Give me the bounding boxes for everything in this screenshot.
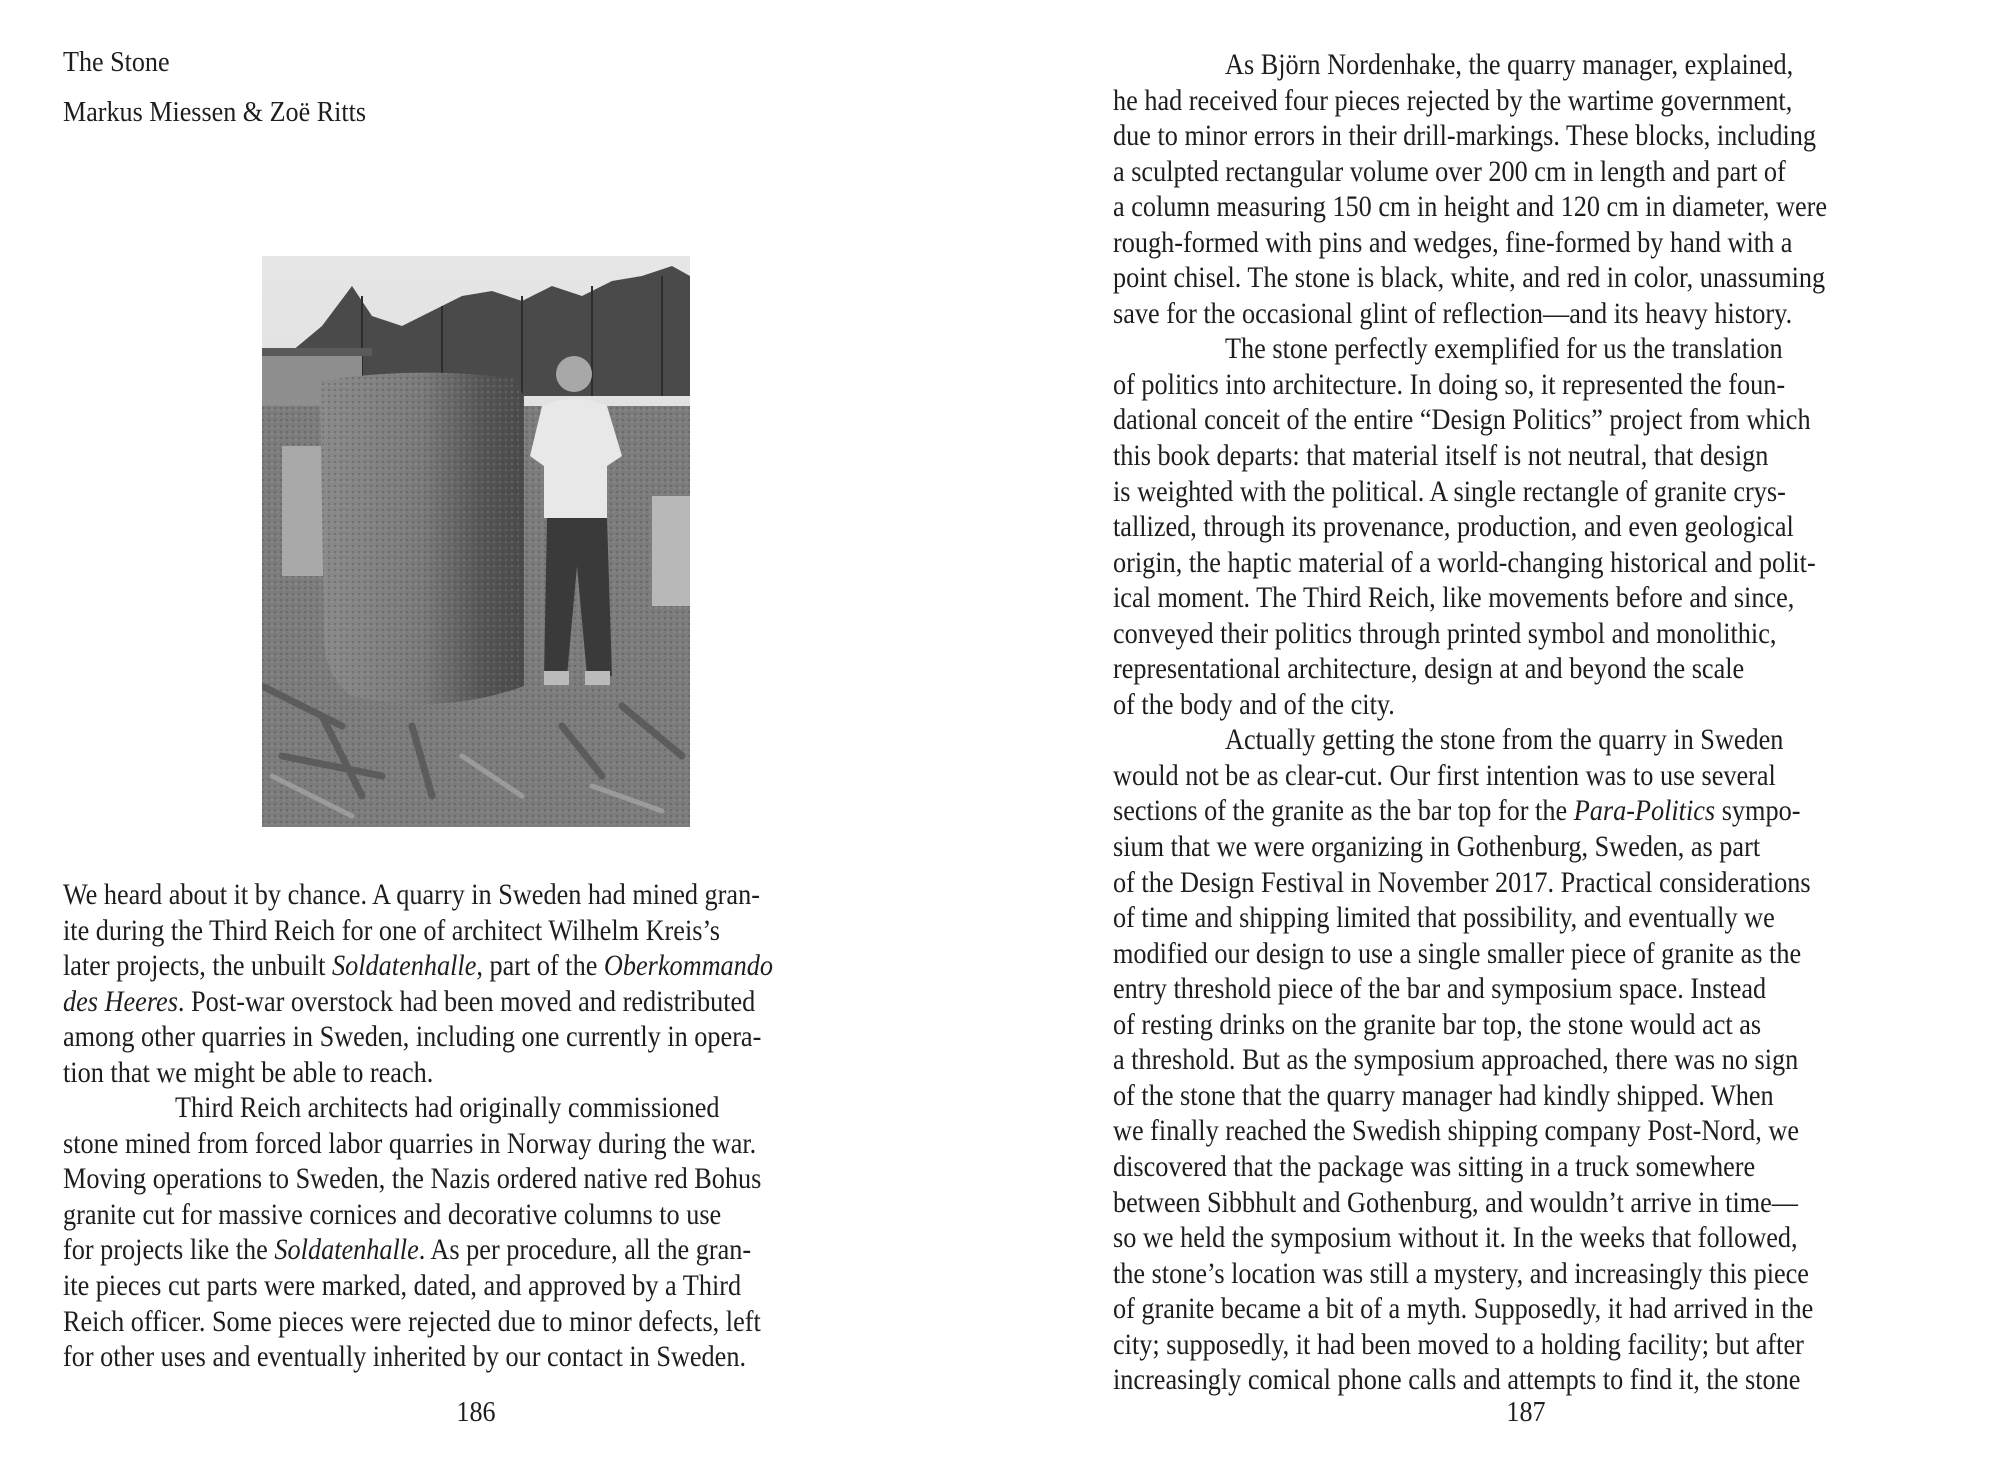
text-run: As Björn Nordenhake, the quarry manager, explained,	[1225, 48, 1794, 81]
text-run: origin, the haptic material of a world-changing historical and polit-	[1113, 545, 1816, 579]
text-line	[1113, 1220, 1835, 1256]
text-run: tion that we might be able to reach.	[63, 1055, 434, 1089]
quarry-photo	[262, 256, 690, 827]
text-run: Reich officer. Some pieces were rejected due to minor defects, left	[63, 1304, 761, 1338]
text-run: entry threshold piece of the bar and symposium space. Instead	[1113, 972, 1767, 1006]
text-run: save for the occasional glint of reflection—and its heavy history.	[1113, 296, 1793, 330]
text-run: We heard about it by chance. A quarry in Sweden had mined gran-	[63, 878, 760, 911]
text-line	[1113, 580, 1835, 616]
text-line	[1113, 687, 1835, 723]
text-run: sections of the granite as the bar top for the	[1113, 794, 1574, 828]
text-run: granite cut for massive cornices and decorative columns to use	[63, 1197, 722, 1231]
text-line	[1113, 1291, 1835, 1327]
text-run: discovered that the package was sitting in a truck somewhere	[1113, 1149, 1756, 1183]
text-run: rough-formed with pins and wedges, fine-formed by hand with a	[1113, 225, 1793, 259]
text-line	[1113, 1327, 1835, 1363]
text-run: of the stone that the quarry manager had kindly shipped. When	[1113, 1078, 1774, 1112]
text-line	[1113, 936, 1835, 972]
text-line	[1113, 616, 1835, 652]
text-line	[1113, 438, 1835, 474]
text-line	[1113, 1113, 1835, 1149]
text-line	[1113, 260, 1835, 296]
left-body-text	[63, 877, 888, 1375]
text-run: . As per procedure, all the gran-	[418, 1233, 752, 1267]
text-run: dational conceit of the entire “Design Politics” project from which	[1113, 403, 1811, 437]
italic-title: Para-Politics	[1573, 794, 1716, 828]
text-run: of granite became a bit of a myth. Supposedly, it had arrived in the	[1113, 1292, 1814, 1326]
text-line	[1113, 154, 1835, 190]
text-run: ite during the Third Reich for one of architect Wilhelm Kreis’s	[63, 913, 720, 947]
text-run: , part of the	[476, 949, 604, 983]
text-line	[1113, 331, 1835, 367]
italic-title: Oberkommando	[603, 949, 774, 983]
text-line	[1113, 793, 1835, 829]
text-run: representational architecture, design at and beyond the scale	[1113, 652, 1745, 686]
text-line	[1113, 367, 1835, 403]
text-line	[1113, 1149, 1835, 1185]
text-run: Moving operations to Sweden, the Nazis ordered native red Bohus	[63, 1162, 762, 1196]
text-run: increasingly comical phone calls and attempts to find it, the stone	[1113, 1363, 1801, 1397]
text-run: we finally reached the Swedish shipping company Post-Nord, we	[1113, 1114, 1799, 1148]
text-run: sium that we were organizing in Gothenburg, Sweden, as part	[1113, 830, 1761, 864]
text-line	[1113, 971, 1835, 1007]
text-line	[63, 1232, 785, 1268]
text-line	[63, 1055, 785, 1091]
text-run: ical moment. The Third Reich, like movements before and since,	[1113, 581, 1795, 615]
page-number-left: 186	[456, 1396, 496, 1428]
text-run: stone mined from forced labor quarries in Norway during the war.	[63, 1126, 757, 1160]
text-line	[63, 1339, 785, 1375]
chapter-authors: Markus Miessen & Zoë Ritts	[63, 96, 367, 128]
text-run: the stone’s location was still a mystery, and increasingly this piece	[1113, 1256, 1809, 1290]
text-run: modified our design to use a single smaller piece of granite as the	[1113, 936, 1802, 970]
text-run: among other quarries in Sweden, including one currently in opera-	[63, 1020, 762, 1054]
italic-title: Soldatenhalle	[274, 1233, 419, 1267]
text-run: conveyed their politics through printed symbol and monolithic,	[1113, 616, 1777, 650]
text-line	[1113, 722, 1835, 758]
text-line	[1113, 296, 1835, 332]
text-run: is weighted with the political. A single rectangle of granite crys-	[1113, 474, 1786, 508]
italic-title: des Heeres	[63, 984, 178, 1018]
text-run: tallized, through its provenance, production, and even geological	[1113, 510, 1794, 544]
text-line	[63, 913, 785, 949]
text-line	[1113, 189, 1835, 225]
text-line	[63, 1197, 785, 1233]
text-run: this book departs: that material itself is not neutral, that design	[1113, 439, 1769, 473]
text-run: Actually getting the stone from the quarry in Sweden	[1225, 723, 1784, 757]
text-run: he had received four pieces rejected by the wartime government,	[1113, 83, 1793, 117]
text-line	[1113, 758, 1835, 794]
text-run: . Post-war overstock had been moved and redistributed	[177, 984, 756, 1018]
text-line	[63, 1126, 785, 1162]
text-run: so we held the symposium without it. In the weeks that followed,	[1113, 1221, 1798, 1255]
text-run: Third Reich architects had originally commissioned	[175, 1091, 720, 1125]
text-line	[1113, 118, 1835, 154]
text-run: between Sibbhult and Gothenburg, and wouldn’t arrive in time—	[1113, 1185, 1799, 1219]
text-line	[1113, 1362, 1835, 1398]
italic-title: Soldatenhalle	[331, 949, 477, 983]
page-number-right: 187	[1506, 1396, 1546, 1428]
text-line	[1113, 900, 1835, 936]
text-line	[63, 1268, 785, 1304]
text-line	[1113, 47, 1835, 83]
text-run: due to minor errors in their drill-markings. These blocks, including	[1113, 119, 1817, 153]
text-line	[1113, 545, 1835, 581]
text-run: of politics into architecture. In doing so, it represented the foun-	[1113, 367, 1786, 401]
text-run: a threshold. But as the symposium approached, there was no sign	[1113, 1043, 1799, 1077]
text-line	[1113, 1185, 1835, 1221]
text-line	[63, 1019, 785, 1055]
text-run: would not be as clear-cut. Our first intention was to use several	[1113, 758, 1776, 792]
photo-image-icon	[262, 256, 690, 827]
text-run: point chisel. The stone is black, white, and red in color, unassuming	[1113, 261, 1826, 295]
text-line	[1113, 1042, 1835, 1078]
text-line	[1113, 225, 1835, 261]
text-line	[63, 1090, 785, 1126]
text-line	[1113, 1007, 1835, 1043]
text-run: ite pieces cut parts were marked, dated, and approved by a Third	[63, 1269, 742, 1303]
text-line	[1113, 1078, 1835, 1114]
text-run: for other uses and eventually inherited by our contact in Sweden.	[63, 1340, 747, 1374]
text-line	[1113, 865, 1835, 901]
text-run: city; supposedly, it had been moved to a holding facility; but after	[1113, 1327, 1804, 1361]
text-run: sympo-	[1715, 794, 1801, 828]
text-line	[1113, 829, 1835, 865]
text-line	[1113, 402, 1835, 438]
text-run: of resting drinks on the granite bar top, the stone would act as	[1113, 1007, 1762, 1041]
text-line	[1113, 83, 1835, 119]
text-run: of the body and of the city.	[1113, 687, 1395, 721]
chapter-title: The Stone	[63, 46, 170, 78]
text-line	[63, 877, 785, 913]
text-run: of time and shipping limited that possibility, and eventually we	[1113, 901, 1775, 935]
text-line	[1113, 509, 1835, 545]
text-run: of the Design Festival in November 2017. Practical considerations	[1113, 865, 1811, 899]
text-run: later projects, the unbuilt	[63, 949, 332, 983]
text-line	[63, 1304, 785, 1340]
text-line	[1113, 1256, 1835, 1292]
text-run: a sculpted rectangular volume over 200 cm in length and part of	[1113, 154, 1786, 188]
text-line	[1113, 651, 1835, 687]
right-page	[1000, 0, 2000, 1466]
text-line	[1113, 474, 1835, 510]
text-line	[63, 984, 785, 1020]
text-line	[63, 948, 785, 984]
text-run: The stone perfectly exemplified for us the translation	[1225, 332, 1783, 366]
text-run: for projects like the	[63, 1233, 275, 1267]
right-body-text	[1113, 47, 1938, 1398]
text-run: a column measuring 150 cm in height and 120 cm in diameter, were	[1113, 190, 1828, 224]
text-line	[63, 1161, 785, 1197]
